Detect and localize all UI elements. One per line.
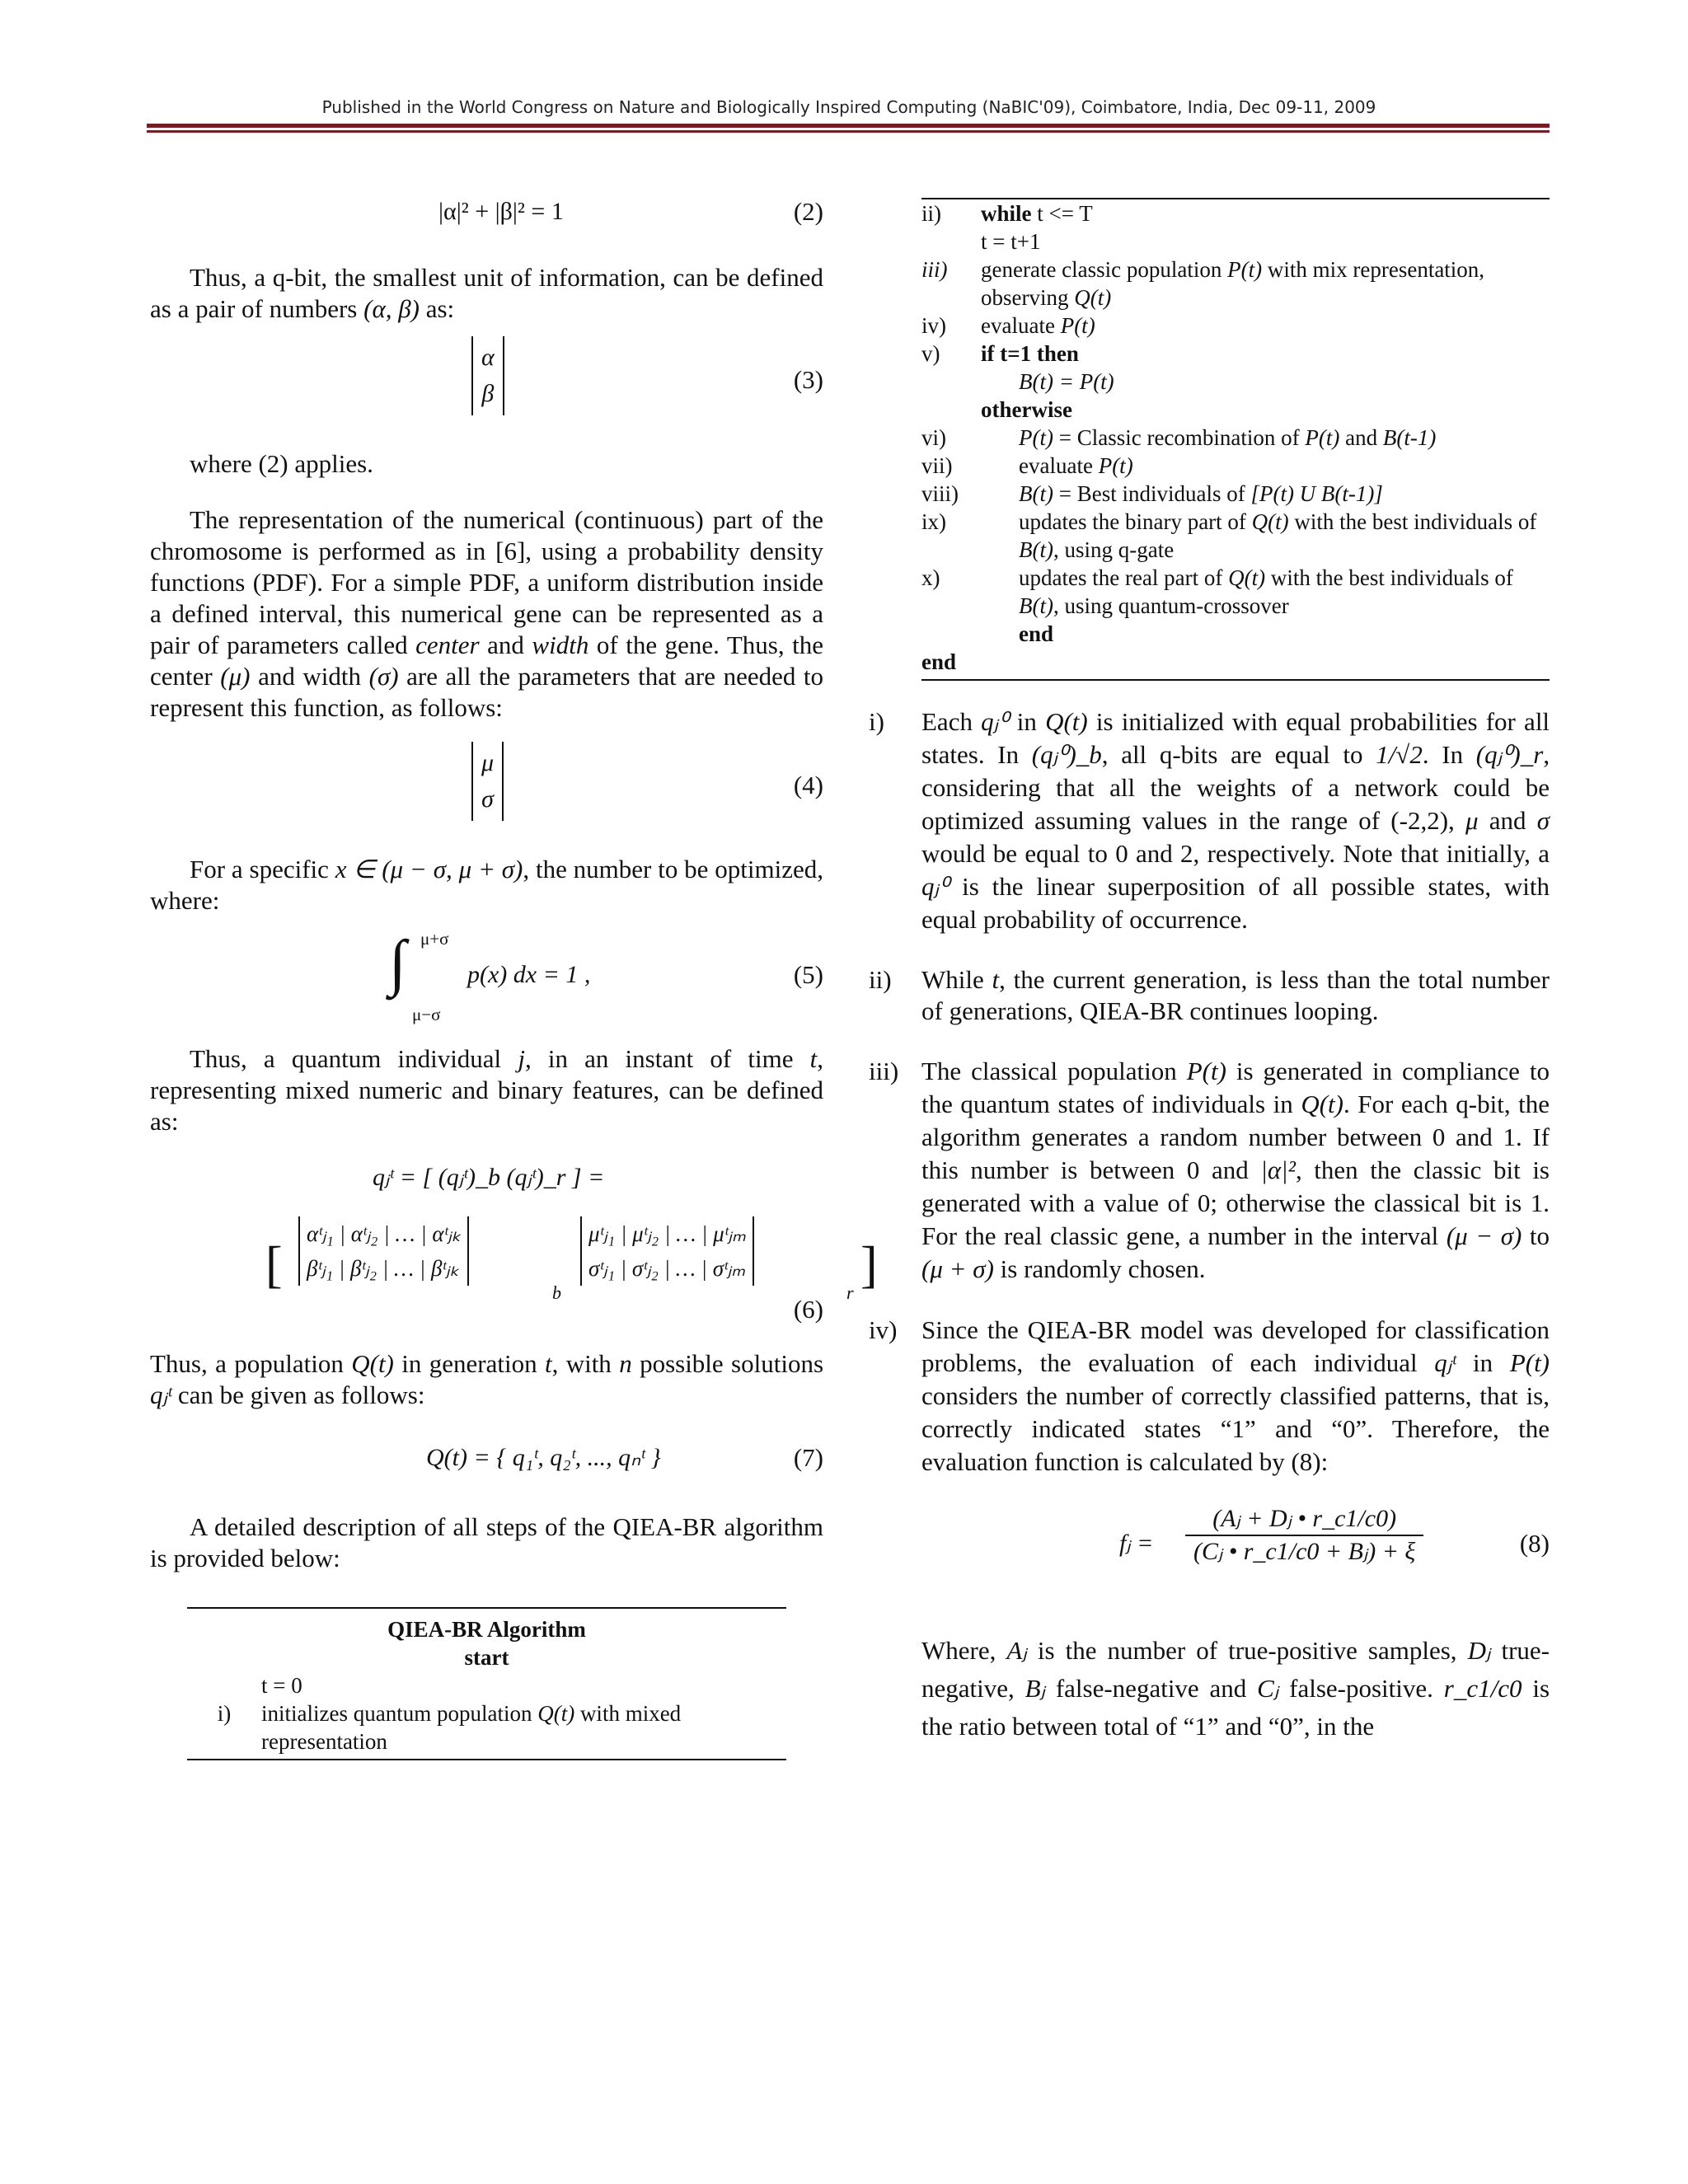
- equation-7-number: (7): [793, 1443, 823, 1472]
- integral-sign: ∫: [389, 928, 406, 997]
- equation-8-denominator: (Cⱼ • r_c1/c0 + Bⱼ) + ξ: [1193, 1538, 1416, 1565]
- equation-6-number: (6): [793, 1295, 823, 1324]
- real-matrix: μᵗⱼ₁ | μᵗⱼ₂ | … | μᵗⱼₘ σᵗⱼ₁ | σᵗⱼ₂ | … | σᵗⱼₘ: [580, 1216, 754, 1286]
- algo-row-vi: vi) P(t) = Classic recombination of P(t) and B(t-1): [921, 425, 1437, 450]
- alpha-beta-pair: (α, β): [363, 294, 420, 323]
- algo-row-increment: t = t+1: [981, 229, 1041, 254]
- algo-row-otherwise: otherwise: [981, 397, 1072, 422]
- algorithm-box-part1: [187, 1607, 786, 1760]
- algo-row-ix: ix) updates the binary part of Q(t) with the best individuals of B(t), using q-gate: [921, 509, 1537, 562]
- binary-subscript: b: [552, 1282, 561, 1303]
- gene-vector: μ σ: [471, 742, 504, 821]
- algo-row-iii: iii) generate classic population P(t) with mix representation, observing Q(t): [921, 257, 1485, 310]
- equation-4: [150, 742, 823, 832]
- equation-6-line1: qⱼᵗ = [ (qⱼᵗ)_b (qⱼᵗ)_r ] =: [373, 1164, 605, 1191]
- left-column: [150, 190, 878, 1760]
- paragraph-representation: The representation of the numerical (continuous) part of the chromosome is performed as in [6], using a probability density functions (PDF). For a simple PDF, a uniform distribution inside a defined interval, this numerical gene can be represented as a pair of parameters called center and width of the gene. Thus, the center (μ) and width (σ) are all the parameters that are needed to represent this function, as follows:: [150, 505, 824, 722]
- binary-matrix: αᵗⱼ₁ | αᵗⱼ₂ | … | αᵗⱼₖ βᵗⱼ₁ | βᵗⱼ₂ | … | βᵗⱼₖ: [298, 1216, 469, 1286]
- equation-8-fraction: [1185, 1503, 1423, 1568]
- paragraph-specific: For a specific x ∈ (μ − σ, μ + σ), the number to be optimized, where:: [150, 855, 823, 915]
- header-rule-thick: [147, 124, 1550, 128]
- step-iv-explanation: iv) Since the QIEA-BR model was developed for classification problems, the evaluation of each individual qⱼᵗ in P(t) considers the number of correctly classified patterns, that is, correctly indicated states “1” and “0”. Therefore, the evaluation function is calculated by (8):: [869, 1315, 1550, 1476]
- equation-8-number: (8): [1519, 1529, 1550, 1558]
- step-i-explanation: i) Each qⱼ⁰ in Q(t) is initialized with equal probabilities for all states. In (qⱼ⁰)_b, all q-bits are equal to 1/√2. In (qⱼ⁰)_r, considering that all the weights of a network could be optimized assuming values in the range of (-2,2), μ and σ would be equal to 0 and 2, respectively. Note that initially, a qⱼ⁰ is the linear superposition of all possible states, with equal probability of occurrence.: [869, 707, 1550, 934]
- algorithm-box-part2: [921, 198, 1550, 681]
- algo-row-vii: vii) evaluate P(t): [921, 453, 1133, 478]
- header-rule-thin: [147, 130, 1550, 133]
- step-ii-explanation: ii) While t, the current generation, is less than the total number of generations, QIEA-BR continues looping.: [869, 965, 1550, 1025]
- algo-row-ii: ii) while t <= T: [921, 201, 1093, 226]
- step-iii-explanation: iii) The classical population P(t) is generated in compliance to the quantum states of individuals in Q(t). For each q-bit, the algorithm generates a random number between 0 and 1. If this number is between 0 and |α|², then the classic bit is generated with a value of 0; otherwise the classical bit is 1. For the real classic gene, a number in the interval (μ − σ) to (μ + σ) is randomly chosen.: [869, 1057, 1550, 1283]
- equation-8-numerator: (Aⱼ + Dⱼ • r_c1/c0): [1185, 1503, 1423, 1536]
- equation-6: qⱼᵗ = [ (qⱼᵗ)_b (qⱼᵗ)_r ] = [ αᵗⱼ₁ | αᵗⱼ₂ | … | αᵗⱼₖ βᵗⱼ₁ | βᵗⱼ₂ | … | βᵗⱼₖ b μᵗⱼ₁ | μᵗⱼ₂ | … | μᵗⱼₘ σᵗⱼ₁ | σᵗⱼ₂ | … | σᵗⱼₘ r ] (6): [265, 1164, 878, 1324]
- equation-7-expr: Q(t) = { q₁ᵗ, q₂ᵗ, ..., qₙᵗ }: [426, 1444, 661, 1471]
- right-column: [869, 190, 1550, 1746]
- equation-3-number: (3): [793, 365, 823, 394]
- equation-5-number: (5): [793, 960, 823, 989]
- qbit-vector: α β: [471, 336, 504, 415]
- equation-8-lhs: fⱼ =: [1119, 1530, 1154, 1557]
- algo-row-t0: t = 0: [261, 1673, 302, 1698]
- algo-row-viii: viii) B(t) = Best individuals of [P(t) U B(t-1)]: [921, 481, 1383, 506]
- equation-5: [150, 923, 823, 1022]
- paragraph-quantum-individual: Thus, a quantum individual j, in an instant of time t, representing mixed numeric and binary features, can be defined as:: [150, 1044, 823, 1136]
- paragraph-where-applies: where (2) applies.: [190, 449, 373, 478]
- integral-lower: μ−σ: [412, 1005, 441, 1024]
- algo-row-end-outer: end: [921, 649, 957, 674]
- equation-4-number: (4): [793, 771, 823, 799]
- integral-upper: μ+σ: [420, 929, 449, 949]
- algorithm-title: QIEA-BR Algorithm: [387, 1617, 586, 1642]
- algo-row-assign-b: B(t) = P(t): [1019, 369, 1114, 394]
- algo-row-v: v) if t=1 then: [921, 341, 1079, 366]
- equation-2-number: (2): [793, 197, 823, 226]
- real-subscript: r: [846, 1282, 854, 1303]
- paragraph-population: Thus, a population Q(t) in generation t, with n possible solutions qⱼᵗ can be given as follows:: [150, 1349, 824, 1409]
- equation-8: [921, 1503, 1550, 1594]
- equation-3: [150, 336, 823, 427]
- integrand: p(x) dx = 1 ,: [467, 961, 591, 988]
- equation-7: [150, 1436, 823, 1485]
- algo-row-i: i) initializes quantum population Q(t) with mixed representation: [217, 1701, 682, 1754]
- algo-row-end-inner: end: [1019, 621, 1054, 646]
- running-header: Published in the World Congress on Nature and Biologically Inspired Computing (NaBIC'09), Coimbatore, India, Dec 09-11, 2009: [321, 97, 1376, 117]
- algo-row-x: x) updates the real part of Q(t) with the best individuals of B(t), using quantum-crossover: [921, 565, 1513, 618]
- equation-2: [150, 190, 823, 239]
- equation-2-expr: |α|² + |β|² = 1: [438, 198, 564, 225]
- algorithm-start: start: [464, 1645, 509, 1670]
- paragraph-qbit: Thus, a q-bit, the smallest unit of information, can be defined as a pair of numbers (α, β) as:: [150, 263, 823, 323]
- algo-row-iv: iv) evaluate P(t): [921, 313, 1095, 338]
- paragraph-where-definitions: Where, Aⱼ is the number of true-positive samples, Dⱼ true-negative, Bⱼ false-negative and Cⱼ false-positive. r_c1/c0 is the ratio between total of “1” and “0”, in the: [921, 1636, 1550, 1741]
- paragraph-detailed-description: A detailed description of all steps of the QIEA-BR algorithm is provided below:: [150, 1512, 823, 1572]
